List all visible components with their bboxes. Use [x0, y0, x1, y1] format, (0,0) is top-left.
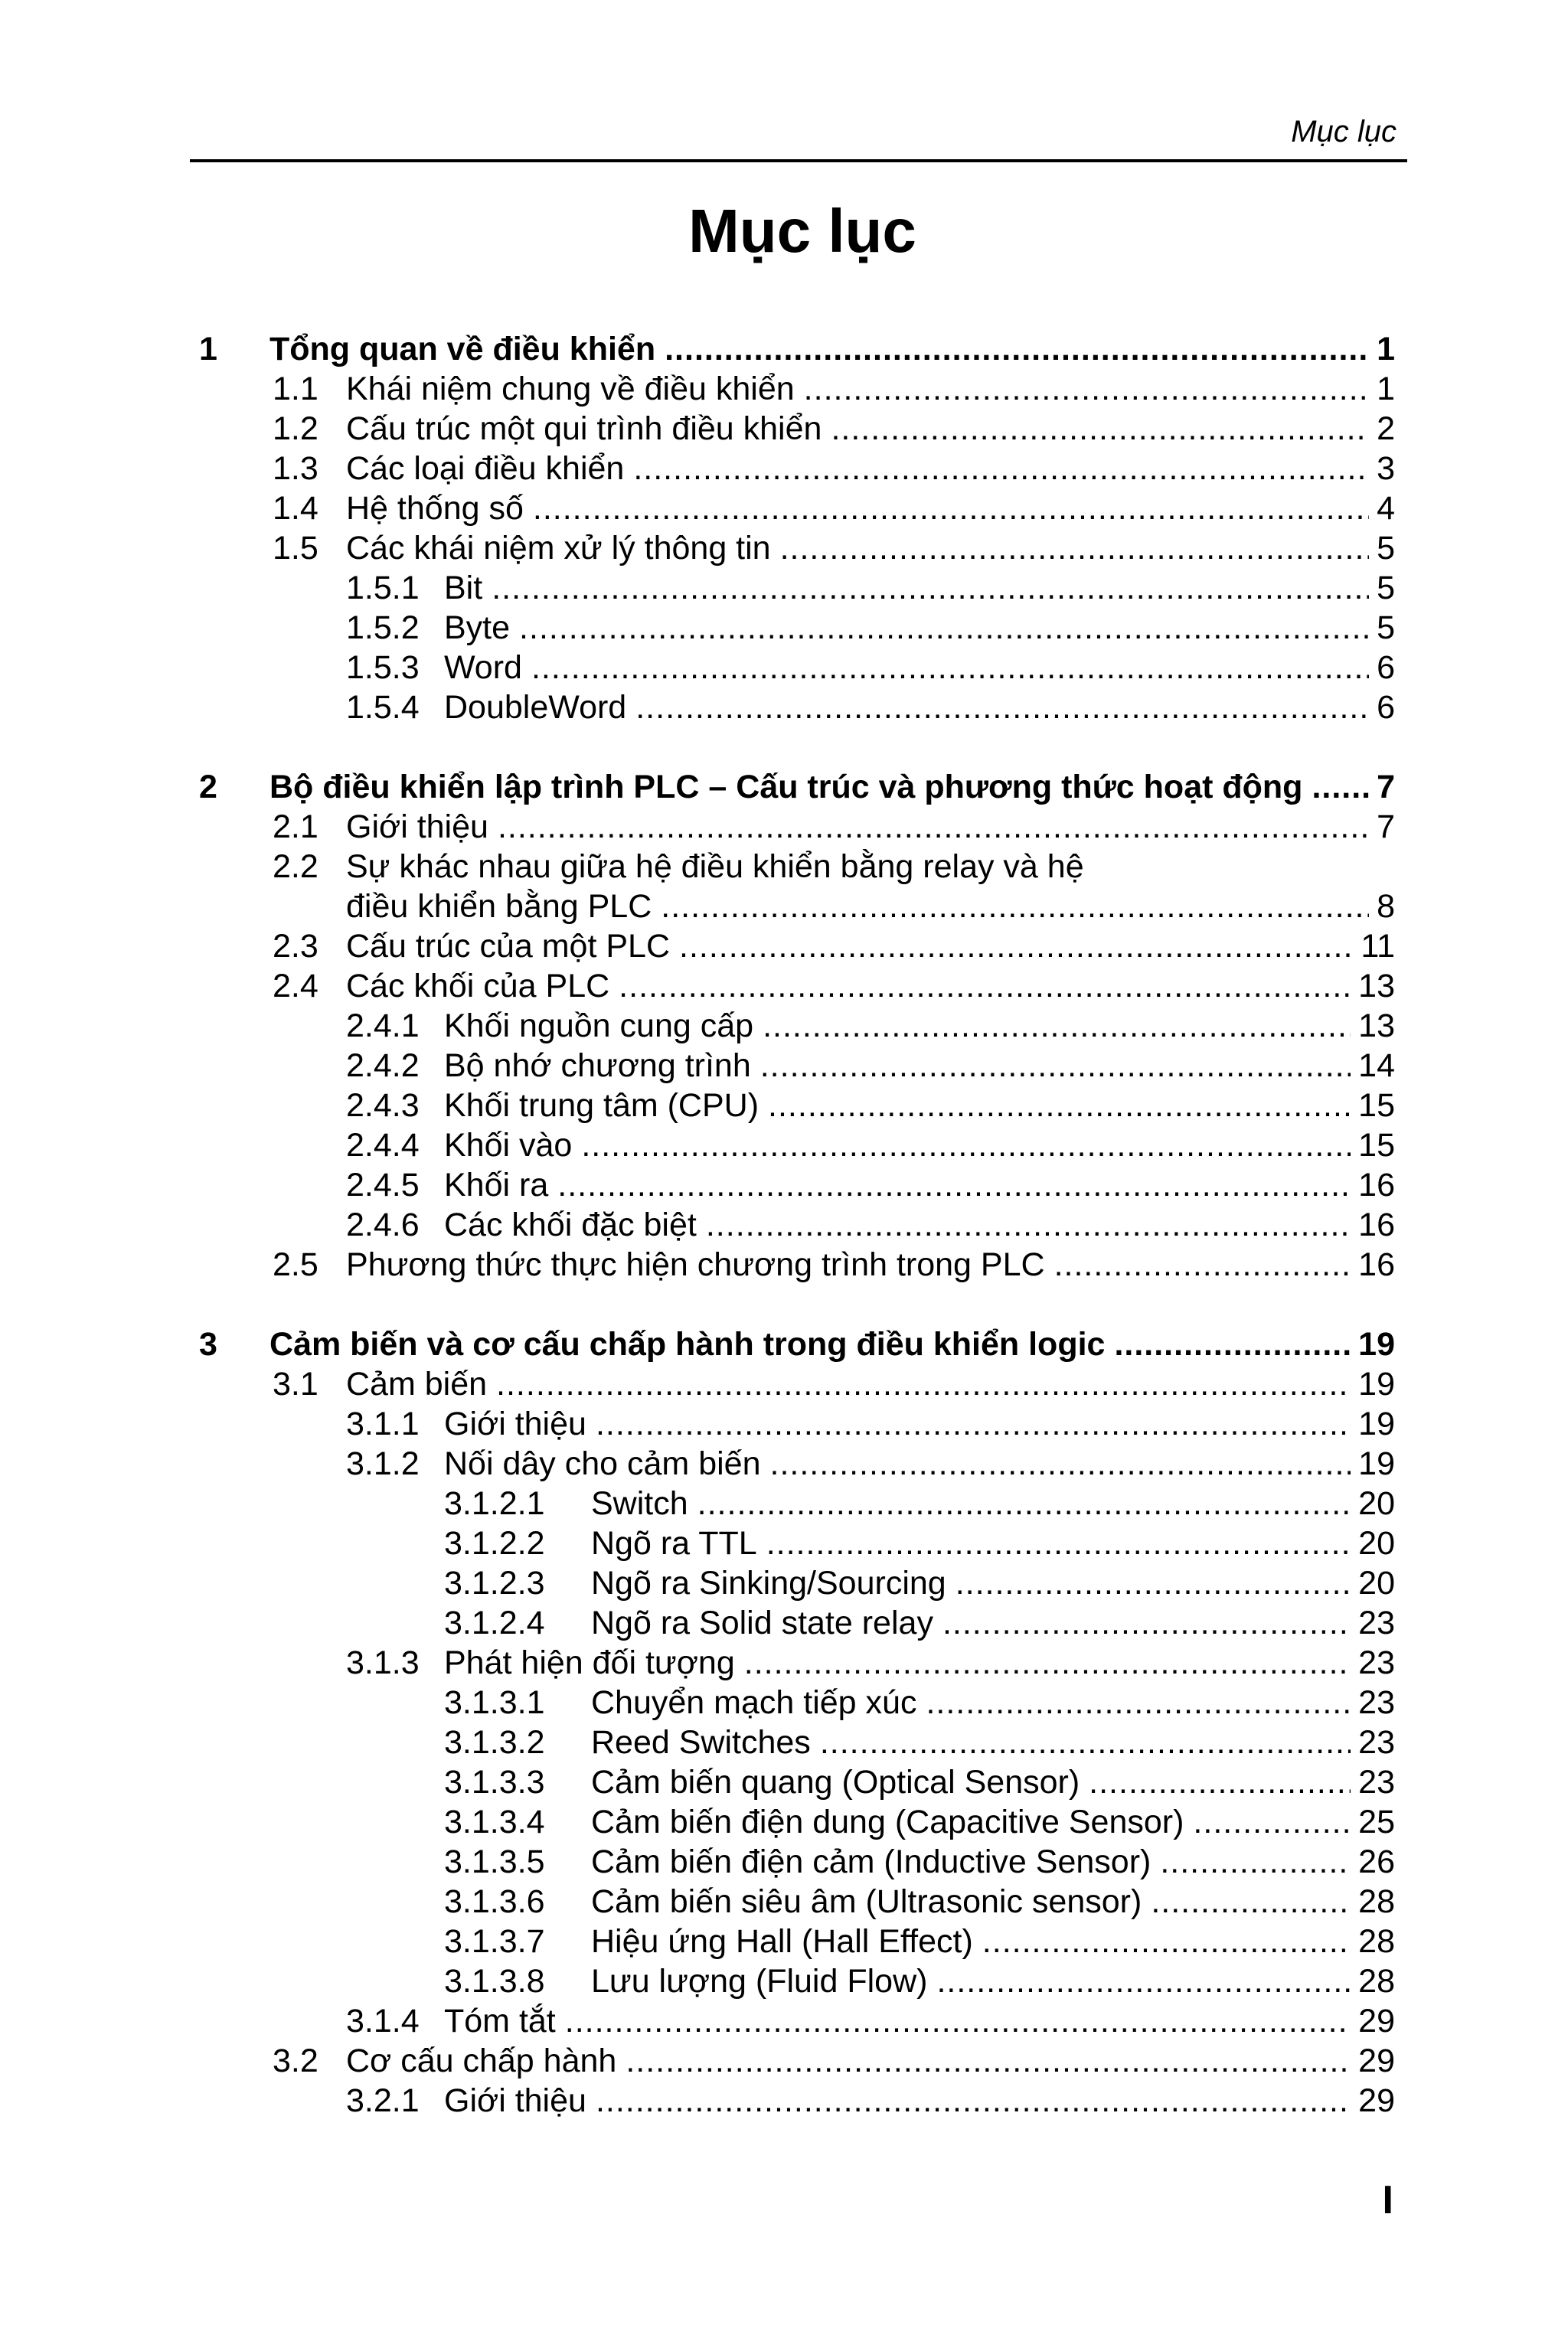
- toc-entry-page: 23: [1358, 1684, 1395, 1721]
- toc-entry-number: 3.1.2: [346, 1445, 420, 1482]
- toc-dot-leader: [492, 568, 1369, 608]
- toc-entry-number: 3.1.1: [346, 1406, 420, 1442]
- toc-entry-title: DoubleWord: [444, 689, 627, 726]
- toc-entry-number: 3: [199, 1326, 217, 1363]
- toc-dot-leader: [936, 1961, 1351, 2001]
- toc-dot-leader: [519, 608, 1369, 648]
- toc-entry-title: Hiệu ứng Hall (Hall Effect): [591, 1923, 973, 1960]
- toc-entry[interactable]: [273, 449, 1395, 488]
- toc-entry-number: 1.4: [273, 490, 318, 527]
- toc-entry[interactable]: [346, 1444, 1395, 1484]
- toc-entry-number: 3.1.2.3: [444, 1565, 545, 1602]
- toc-entry-page: 1: [1377, 331, 1395, 367]
- toc-entry-number: 3.2: [273, 2043, 318, 2079]
- toc-entry-page: 16: [1358, 1167, 1395, 1203]
- toc-entry-number: 1.5.4: [346, 689, 420, 726]
- toc-entry-title: Cơ cấu chấp hành: [346, 2043, 617, 2079]
- toc-entry-number: 2.4.2: [346, 1047, 420, 1084]
- toc-entry-page: 7: [1377, 769, 1395, 805]
- toc-entry-number: 2.4.3: [346, 1087, 420, 1124]
- toc-dot-leader: [760, 1046, 1351, 1086]
- toc-entry-title: Các khái niệm xử lý thông tin: [346, 530, 771, 567]
- toc-dot-leader: [766, 1523, 1351, 1563]
- toc-entry-number: 3.1: [273, 1366, 318, 1403]
- toc-entry-page: 3: [1377, 450, 1395, 487]
- toc-entry-page: 6: [1377, 689, 1395, 726]
- toc-entry-title: Ngõ ra TTL: [591, 1525, 757, 1562]
- toc-entry[interactable]: [444, 1683, 1395, 1723]
- page-title: Mục lục: [688, 197, 916, 265]
- toc-dot-leader: [744, 1643, 1351, 1683]
- toc-entry-title: Khối nguồn cung cấp: [444, 1007, 754, 1044]
- toc-dot-leader: [1089, 1762, 1351, 1802]
- toc-entry-page: 4: [1377, 490, 1395, 527]
- toc-dot-leader: [661, 887, 1369, 926]
- toc-entry-page: 23: [1358, 1644, 1395, 1681]
- toc-entry-number: 2.5: [273, 1246, 318, 1283]
- toc-entry-title: Ngõ ra Solid state relay: [591, 1605, 933, 1641]
- toc-entry-page: 23: [1358, 1724, 1395, 1761]
- toc-entry-page: 19: [1358, 1406, 1395, 1442]
- toc-dot-leader: [498, 807, 1369, 847]
- toc-entry-page: 15: [1358, 1087, 1395, 1124]
- toc-entry[interactable]: [444, 1723, 1395, 1762]
- toc-entry-page: 6: [1377, 649, 1395, 686]
- toc-dot-leader: [982, 1922, 1351, 1961]
- toc-dot-leader: [768, 1086, 1351, 1125]
- toc-entry-page: 29: [1358, 2043, 1395, 2079]
- toc-entry[interactable]: [346, 687, 1395, 727]
- toc-dot-leader: [1054, 1245, 1351, 1285]
- toc-entry[interactable]: [444, 1762, 1395, 1802]
- toc-entry[interactable]: [273, 2041, 1395, 2081]
- toc-entry-number: 3.1.2.4: [444, 1605, 545, 1641]
- toc-dot-leader: [1312, 767, 1369, 807]
- toc-dot-leader: [1151, 1882, 1351, 1922]
- toc-dot-leader: [619, 966, 1351, 1006]
- toc-entry-title: Khối trung tâm (CPU): [444, 1087, 760, 1124]
- toc-entry-number: 2: [199, 769, 217, 805]
- toc-entry[interactable]: [346, 1165, 1395, 1205]
- toc-dot-leader: [926, 1683, 1351, 1723]
- toc-entry-page: 15: [1358, 1127, 1395, 1164]
- toc-dot-leader: [581, 1125, 1351, 1165]
- toc-dot-leader: [557, 1165, 1351, 1205]
- toc-entry-title: Cấu trúc một qui trình điều khiển: [346, 410, 822, 447]
- toc-dot-leader: [831, 409, 1369, 449]
- toc-entry[interactable]: [346, 2081, 1395, 2121]
- toc-entry[interactable]: [273, 409, 1395, 449]
- toc-dot-leader: [596, 2081, 1351, 2121]
- toc-entry-page: 20: [1358, 1485, 1395, 1522]
- toc-dot-leader: [533, 488, 1369, 528]
- toc-entry-title: Tóm tắt: [444, 2003, 556, 2039]
- toc-entry-page: 5: [1377, 609, 1395, 646]
- toc-entry-number: 3.1.2.1: [444, 1485, 545, 1522]
- toc-entry-title: Cảm biến điện dung (Capacitive Sensor): [591, 1804, 1184, 1840]
- toc-entry-title: Cảm biến: [346, 1366, 488, 1403]
- toc-entry-page: 2: [1377, 410, 1395, 447]
- toc-entry-title: Bộ nhớ chương trình: [444, 1047, 751, 1084]
- toc-entry-title: Hệ thống số: [346, 490, 524, 527]
- toc-entry-number: 3.1.3.5: [444, 1843, 545, 1880]
- toc-entry-number: 3.1.3: [346, 1644, 420, 1681]
- toc-entry-title: Sự khác nhau giữa hệ điều khiển bằng relay và hệ: [346, 848, 1084, 885]
- toc-entry-number: 3.1.4: [346, 2003, 420, 2039]
- toc-entry-number: 1: [199, 331, 217, 367]
- toc-entry-title: điều khiển bằng PLC: [346, 888, 652, 925]
- toc-entry-title: Reed Switches: [591, 1724, 811, 1761]
- toc-entry-title: Cảm biến siêu âm (Ultrasonic sensor): [591, 1883, 1142, 1920]
- toc-entry[interactable]: [346, 1006, 1395, 1046]
- toc-entry-page: 8: [1377, 888, 1395, 925]
- toc-entry-page: 19: [1358, 1445, 1395, 1482]
- toc-entry-number: 1.5.2: [346, 609, 420, 646]
- toc-entry-title: Word: [444, 649, 522, 686]
- toc-entry-page: 16: [1358, 1207, 1395, 1243]
- toc-entry-page: 28: [1358, 1963, 1395, 2000]
- toc-dot-leader: [706, 1205, 1351, 1245]
- toc-entry[interactable]: [273, 488, 1395, 528]
- toc-entry-number: 3.1.3.1: [444, 1684, 545, 1721]
- toc-entry[interactable]: [273, 369, 1395, 409]
- toc-entry-number: 3.1.3.4: [444, 1804, 545, 1840]
- toc-dot-leader: [496, 1364, 1351, 1404]
- toc-entry[interactable]: [346, 568, 1395, 608]
- toc-entry-title: Các khối của PLC: [346, 968, 610, 1004]
- toc-dot-leader: [1193, 1802, 1351, 1842]
- toc-dot-leader: [763, 1006, 1351, 1046]
- toc-entry-title: Giới thiệu: [444, 1406, 586, 1442]
- toc-entry-title: Bit: [444, 570, 483, 606]
- toc-dot-leader: [679, 926, 1353, 966]
- toc-entry[interactable]: [444, 1603, 1395, 1643]
- toc-entry-title: Cấu trúc của một PLC: [346, 928, 671, 965]
- toc-entry-page: 19: [1358, 1366, 1395, 1403]
- toc-entry-number: 2.4.6: [346, 1207, 420, 1243]
- toc-entry-title: Khối vào: [444, 1127, 573, 1164]
- toc-dot-leader: [531, 648, 1369, 687]
- toc-dot-leader: [596, 1404, 1351, 1444]
- toc-entry-title: Các khối đặc biệt: [444, 1207, 697, 1243]
- running-header: [190, 0, 1407, 162]
- toc-entry[interactable]: [273, 528, 1395, 568]
- toc-entry[interactable]: [346, 1205, 1395, 1245]
- toc-entry-number: 3.1.2.2: [444, 1525, 545, 1562]
- toc-entry-number: 1.5.3: [346, 649, 420, 686]
- toc-entry-title: Cảm biến điện cảm (Inductive Sensor): [591, 1843, 1152, 1880]
- toc-entry-page: 20: [1358, 1565, 1395, 1602]
- toc-dot-leader: [780, 528, 1369, 568]
- toc-entry-number: 3.1.3.8: [444, 1963, 545, 2000]
- toc-entry[interactable]: [444, 1922, 1395, 1961]
- page-number: I: [1382, 2178, 1393, 2222]
- toc-entry[interactable]: [444, 1523, 1395, 1563]
- toc-entry[interactable]: [346, 887, 1395, 926]
- toc-dot-leader: [665, 329, 1369, 369]
- toc-entry[interactable]: [273, 966, 1395, 1006]
- toc-entry-title: Byte: [444, 609, 511, 646]
- toc-entry-number: 1.5.1: [346, 570, 420, 606]
- toc-entry-page: 5: [1377, 530, 1395, 567]
- toc-entry[interactable]: [444, 1961, 1395, 2001]
- toc-entry-title: Lưu lượng (Fluid Flow): [591, 1963, 928, 2000]
- toc-entry-title: Phương thức thực hiện chương trình trong PLC: [346, 1246, 1045, 1283]
- toc-entry[interactable]: [273, 1364, 1395, 1404]
- toc-entry[interactable]: [346, 1046, 1395, 1086]
- toc-entry[interactable]: [346, 1086, 1395, 1125]
- toc-entry-number: 1.3: [273, 450, 318, 487]
- toc-dot-leader: [770, 1444, 1351, 1484]
- toc-entry-title: Khối ra: [444, 1167, 549, 1203]
- toc-entry[interactable]: [444, 1882, 1395, 1922]
- toc-entry[interactable]: [273, 1245, 1395, 1285]
- toc-dot-leader: [565, 2001, 1351, 2041]
- toc-entry-number: 3.1.3.7: [444, 1923, 545, 1960]
- toc-entry[interactable]: [199, 767, 1395, 807]
- toc-dot-leader: [1160, 1842, 1351, 1882]
- toc-entry-page: 28: [1358, 1883, 1395, 1920]
- toc-entry-title: Switch: [591, 1485, 688, 1522]
- toc-dot-leader: [942, 1603, 1351, 1643]
- toc-entry-number: 3.1.3.6: [444, 1883, 545, 1920]
- toc-entry-number: 1.5: [273, 530, 318, 567]
- toc-dot-leader: [1114, 1324, 1351, 1364]
- toc-entry-title: Nối dây cho cảm biến: [444, 1445, 761, 1482]
- running-header-title: Mục lục: [1291, 115, 1396, 149]
- toc-entry[interactable]: [199, 329, 1395, 369]
- toc-entry[interactable]: [346, 1125, 1395, 1165]
- toc-entry-page: 23: [1358, 1605, 1395, 1641]
- toc-entry-page: 29: [1358, 2082, 1395, 2119]
- toc-entry-page: 23: [1358, 1764, 1395, 1801]
- toc-entry[interactable]: [273, 847, 1395, 887]
- toc-entry[interactable]: [346, 2001, 1395, 2041]
- toc-entry[interactable]: [199, 1324, 1395, 1364]
- toc-entry-number: 2.2: [273, 848, 318, 885]
- toc-entry-page: 25: [1358, 1804, 1395, 1840]
- toc-entry-page: 26: [1358, 1843, 1395, 1880]
- toc-entry[interactable]: [346, 608, 1395, 648]
- toc-entry-title: Cảm biến và cơ cấu chấp hành trong điều khiển logic: [270, 1326, 1106, 1363]
- toc-entry-title: Khái niệm chung về điều khiển: [346, 371, 795, 407]
- toc-entry-page: 20: [1358, 1525, 1395, 1562]
- toc-entry[interactable]: [346, 648, 1395, 687]
- toc-entry-page: 7: [1377, 808, 1395, 845]
- toc-entry-page: 1: [1377, 371, 1395, 407]
- toc-entry-title: Ngõ ra Sinking/Sourcing: [591, 1565, 946, 1602]
- toc-entry-number: 1.1: [273, 371, 318, 407]
- toc-entry-number: 2.3: [273, 928, 318, 965]
- toc-dot-leader: [820, 1723, 1351, 1762]
- toc-entry-title: Chuyển mạch tiếp xúc: [591, 1684, 917, 1721]
- toc-entry-number: 2.4.4: [346, 1127, 420, 1164]
- toc-dot-leader: [626, 2041, 1351, 2081]
- toc-entry-page: 13: [1358, 1007, 1395, 1044]
- toc-entry-number: 2.4.1: [346, 1007, 420, 1044]
- toc-entry[interactable]: [346, 1643, 1395, 1683]
- toc-entry[interactable]: [444, 1842, 1395, 1882]
- toc-entry-title: Giới thiệu: [346, 808, 488, 845]
- toc-entry-page: 14: [1358, 1047, 1395, 1084]
- toc-entry-number: 3.1.3.3: [444, 1764, 545, 1801]
- toc-entry[interactable]: [444, 1563, 1395, 1603]
- toc-entry[interactable]: [273, 926, 1395, 966]
- toc-entry-page: 19: [1358, 1326, 1395, 1363]
- toc-entry[interactable]: [444, 1802, 1395, 1842]
- toc-entry-number: 2.4.5: [346, 1167, 420, 1203]
- toc-dot-leader: [956, 1563, 1351, 1603]
- toc-entry-number: 2.1: [273, 808, 318, 845]
- toc-entry-page: 28: [1358, 1923, 1395, 1960]
- toc-dot-leader: [635, 687, 1369, 727]
- toc-entry-page: 16: [1358, 1246, 1395, 1283]
- toc-entry-number: 2.4: [273, 968, 318, 1004]
- toc-dot-leader: [633, 449, 1369, 488]
- toc-entry-number: 1.2: [273, 410, 318, 447]
- toc-entry[interactable]: [346, 1404, 1395, 1444]
- toc-entry-title: Giới thiệu: [444, 2082, 586, 2119]
- toc-dot-leader: [697, 1484, 1351, 1523]
- toc-entry-title: Bộ điều khiển lập trình PLC – Cấu trúc và phương thức hoạt động: [270, 769, 1303, 805]
- toc-entry[interactable]: [444, 1484, 1395, 1523]
- toc-entry-page: 13: [1358, 968, 1395, 1004]
- toc-entry-title: Cảm biến quang (Optical Sensor): [591, 1764, 1080, 1801]
- toc-entry-page: 5: [1377, 570, 1395, 606]
- toc-entry-page: 11: [1361, 928, 1395, 965]
- toc-entry-title: Các loại điều khiển: [346, 450, 625, 487]
- toc-entry-page: 29: [1358, 2003, 1395, 2039]
- toc-entry-number: 3.2.1: [346, 2082, 420, 2119]
- toc-entry[interactable]: [273, 807, 1395, 847]
- toc-entry-number: 3.1.3.2: [444, 1724, 545, 1761]
- toc-entry-title: Phát hiện đối tượng: [444, 1644, 735, 1681]
- toc-entry-title: Tổng quan về điều khiển: [270, 331, 656, 367]
- toc-dot-leader: [804, 369, 1369, 409]
